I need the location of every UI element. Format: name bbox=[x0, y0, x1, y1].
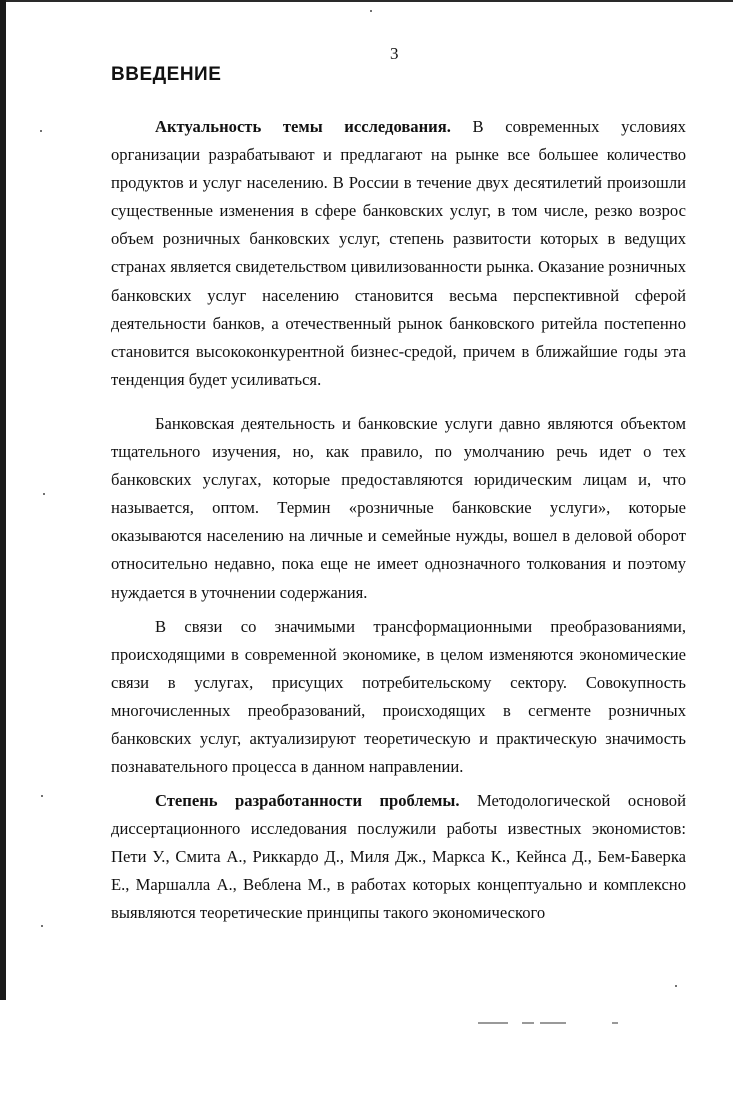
scan-smudge bbox=[612, 1022, 618, 1024]
scan-speck bbox=[43, 493, 45, 495]
scan-speck bbox=[41, 925, 43, 927]
scan-speck bbox=[40, 130, 42, 132]
paragraph-body: Методологической основой диссертационного исследования послужили работы известных экономистов: Пети У., Смита А., Риккардо Д., Миля Дж., Маркса К., Кейнса Д., Бем-Баверка Е., Маршалла А., Веблена М., в работах которых концептуально и комплексно выявляются теоретические принципы такого экономического bbox=[111, 791, 686, 923]
paragraph-degree-of-development bbox=[111, 787, 686, 927]
paragraph-lead: Степень разработанности проблемы. bbox=[155, 791, 460, 810]
paragraph-lead: Актуальность темы исследования. bbox=[155, 117, 451, 136]
scan-smudge bbox=[522, 1022, 534, 1024]
paragraph-body: В связи со значимыми трансформационными преобразованиями, происходящими в современной экономике, в целом изменяются экономические связи в услугах, присущих потребительскому сектору. Совокупность многочисленных преобразований, происходящих в сегменте розничных банковских услуг, актуализируют теоретическую и практическую значимость познавательного процесса в данном направлении. bbox=[111, 617, 686, 777]
scan-smudge bbox=[540, 1022, 566, 1024]
page-number: 3 bbox=[390, 44, 399, 63]
scan-speck bbox=[41, 795, 43, 797]
scan-border-left bbox=[0, 0, 6, 1000]
paragraph-body: Банковская деятельность и банковские услуги давно являются объектом тщательного изучения, но, как правило, по умолчанию речь идет о тех банковских услугах, которые предоставляются юридическим лицам и, что называется, оптом. Термин «розничные банковские услуги», которые оказываются населению на личные и семейные нужды, вошел в деловой оборот относительно недавно, пока еще не имеет однозначного толкования и поэтому нуждается в уточнении содержания. bbox=[111, 414, 686, 602]
paragraph-transformations bbox=[111, 613, 686, 782]
scan-speck bbox=[675, 985, 677, 987]
scan-speck bbox=[370, 10, 372, 12]
paragraph-body: В современных условиях организации разрабатывают и предлагают на рынке все большее количество продуктов и услуг населению. В России в течение двух десятилетий произошли существенные изменения в сфере банковских услуг, в том числе, резко возрос объем розничных банковских услуг, степень развитости которых в ведущих странах является свидетельством цивилизованности рынка. Оказание розничных банковских услуг населению становится весьма перспективной сферой деятельности банков, а отечественный рынок банковского ритейла постепенно становится высококонкурентной бизнес-средой, причем в ближайшие годы эта тенденция будет усиливаться. bbox=[111, 117, 686, 389]
scan-border-top bbox=[0, 0, 733, 2]
scan-smudge bbox=[478, 1022, 508, 1024]
paragraph-banking-services bbox=[111, 410, 686, 607]
paragraph-relevance bbox=[111, 113, 686, 394]
section-heading: ВВЕДЕНИЕ bbox=[111, 64, 222, 85]
